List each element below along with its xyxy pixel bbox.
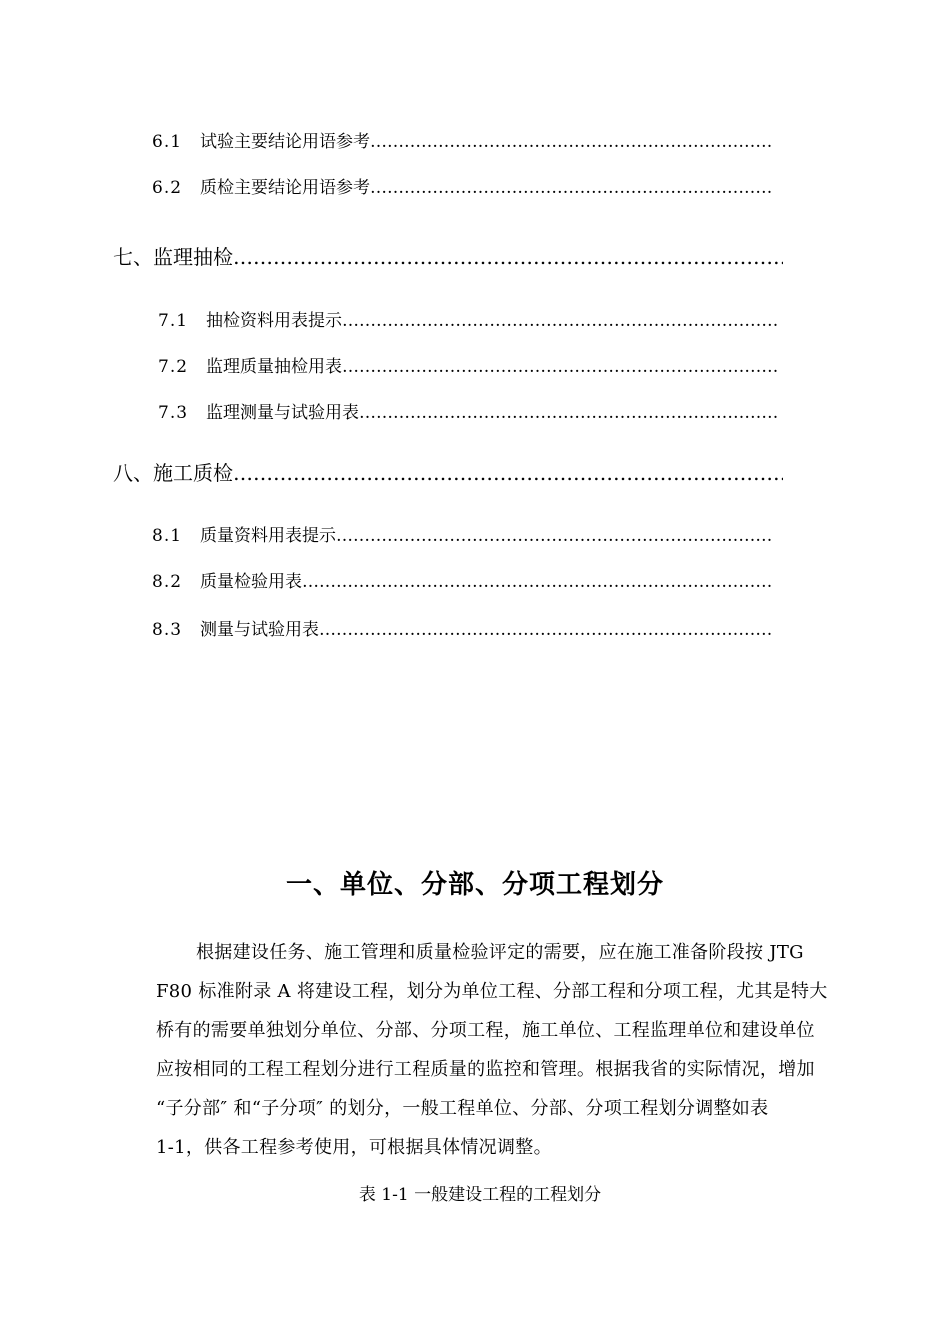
- toc-entry-6-2[interactable]: [152, 173, 774, 197]
- toc-entry-title: 测量与试验用表: [200, 620, 319, 639]
- toc-entry-title: 监理测量与试验用表: [206, 403, 359, 422]
- toc-chapter-title: 八、施工质检: [113, 461, 233, 485]
- toc-chapter-8[interactable]: [113, 457, 783, 485]
- toc-dot-leader: [359, 403, 779, 422]
- toc-dot-leader: [336, 526, 774, 545]
- paragraph-line: 应按相同的工程工程划分进行工程质量的监控和管理。根据我省的实际情况，增加: [156, 1059, 815, 1080]
- toc-entry-number: 7.2: [158, 357, 189, 376]
- toc-chapter-7[interactable]: [113, 241, 783, 269]
- toc-dot-leader: [342, 311, 779, 330]
- toc-dot-leader: [302, 572, 774, 591]
- toc-entry-8-3[interactable]: [152, 615, 774, 639]
- toc-entry-number: 6.1: [152, 132, 183, 151]
- toc-chapter-title: 七、监理抽检: [113, 245, 233, 269]
- toc-entry-8-1[interactable]: [152, 521, 774, 545]
- body-paragraph: [156, 933, 856, 1167]
- toc-entry-8-2[interactable]: [152, 567, 774, 591]
- paragraph-line: 桥有的需要单独划分单位、分部、分项工程，施工单位、工程监理单位和建设单位: [156, 1020, 815, 1041]
- toc-entry-6-1[interactable]: [152, 127, 774, 151]
- section-heading: 一、单位、分部、分项工程划分: [285, 870, 664, 900]
- toc-entry-7-2[interactable]: [158, 352, 779, 376]
- toc-dot-leader: [370, 132, 774, 151]
- paragraph-line: 1-1，供各工程参考使用，可根据具体情况调整。: [156, 1137, 552, 1158]
- toc-entry-number: 8.2: [152, 572, 183, 591]
- toc-dot-leader: [319, 620, 774, 639]
- toc-entry-number: 7.1: [158, 311, 189, 330]
- toc-entry-number: 7.3: [158, 403, 189, 422]
- toc-entry-7-1[interactable]: [158, 306, 779, 330]
- toc-entry-number: 8.1: [152, 526, 183, 545]
- toc-dot-leader: [233, 245, 783, 269]
- toc-entry-title: 监理质量抽检用表: [206, 357, 342, 376]
- toc-entry-number: 6.2: [152, 178, 183, 197]
- paragraph-line: 根据建设任务、施工管理和质量检验评定的需要，应在施工准备阶段按 JTG: [196, 942, 804, 963]
- toc-entry-title: 质检主要结论用语参考: [200, 178, 370, 197]
- toc-entry-7-3[interactable]: [158, 398, 779, 422]
- paragraph-line: F80 标准附录 A 将建设工程，划分为单位工程、分部工程和分项工程，尤其是特大: [156, 981, 828, 1002]
- toc-entry-title: 试验主要结论用语参考: [200, 132, 370, 151]
- paragraph-line: “子分部″ 和“子分项″ 的划分，一般工程单位、分部、分项工程划分调整如表: [156, 1098, 769, 1119]
- toc-entry-title: 质量检验用表: [200, 572, 302, 591]
- toc-dot-leader: [370, 178, 774, 197]
- toc-entry-title: 抽检资料用表提示: [206, 311, 342, 330]
- toc-entry-title: 质量资料用表提示: [200, 526, 336, 545]
- toc-dot-leader: [342, 357, 779, 376]
- table-caption: 表 1-1 一般建设工程的工程划分: [358, 1185, 602, 1205]
- toc-entry-number: 8.3: [152, 620, 183, 639]
- toc-dot-leader: [233, 461, 783, 485]
